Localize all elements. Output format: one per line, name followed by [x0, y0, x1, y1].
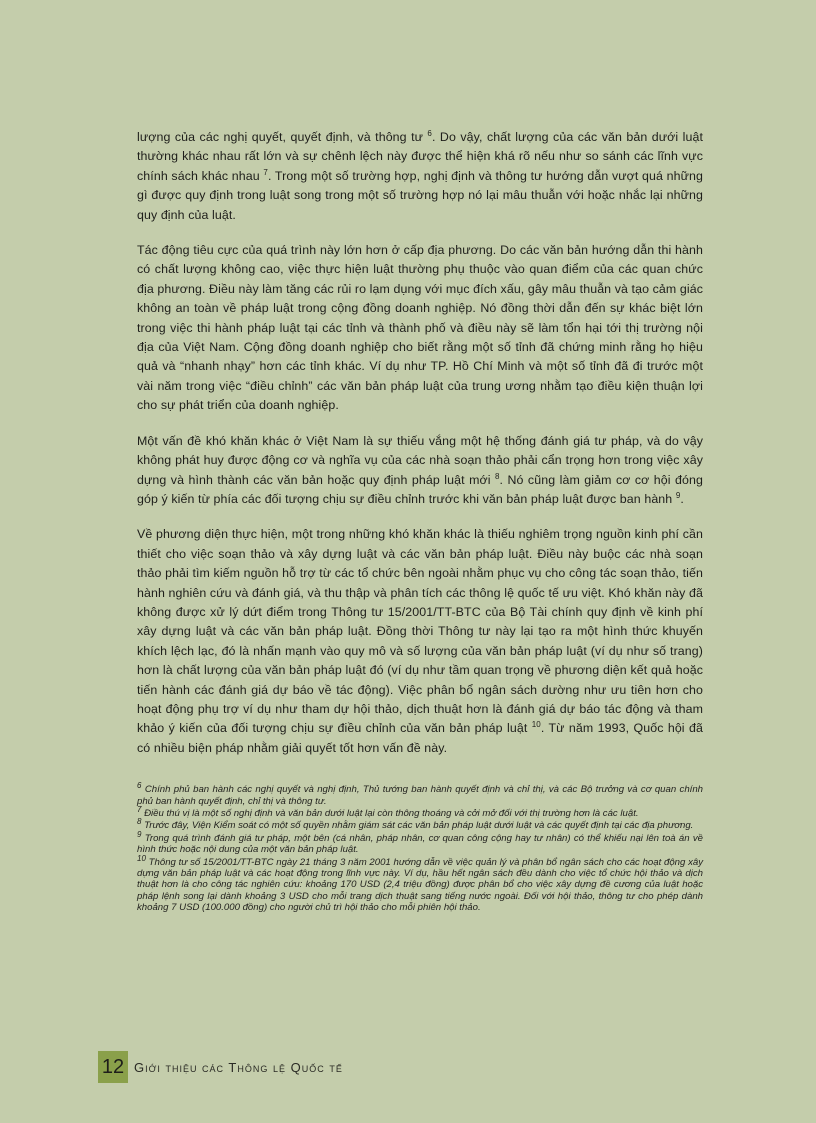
footnote-text: Điều thú vị là một số nghị định và văn bản dưới luật lại còn thông thoáng và cởi mở đối với thị trường hơn là các luật. — [144, 808, 639, 819]
running-footer-title: Giới thiệu các Thông lệ Quốc tế — [134, 1059, 343, 1075]
footnote-reference: 7 — [263, 167, 268, 177]
footnote-number: 7 — [137, 804, 142, 814]
text-run: lượng của các nghị quyết, quyết định, và thông tư — [137, 130, 428, 144]
footnote — [137, 817, 703, 832]
footnote-reference: 6 — [427, 128, 432, 138]
text-run: Tác động tiêu cực của quá trình này lớn hơn ở cấp địa phương. Do các văn bản hướng dẫn thi hành có chất lượng không cao, việc thực hiện luật thường phụ thuộc vào quan điểm của các quan chức địa phương. Điều này làm tăng các rủi ro lạm dụng với mục đích xấu, gây mâu thuẫn và tạo cảm giác không an toàn về pháp luật trong cộng đồng doanh nghiệp. Nó đồng thời dẫn đến sự khác biệt lớn trong việc thi hành pháp luật tại các tỉnh và thành phố và điều này sẽ làm tổn hại tới thị trường nội địa của Việt Nam. Cộng đồng doanh nghiệp cho biết rằng một số tỉnh đã chứng minh rằng họ hiệu quả và “nhanh nhạy” hơn các tỉnh khác. Ví dụ như TP. Hồ Chí Minh và một số tỉnh đã đi trước một vài năm trong việc “điều chỉnh” các văn bản pháp luật của trung ương nhằm tạo điều kiện thuận lợi cho sự phát triển của doanh nghiệp. — [137, 243, 703, 413]
text-run: . Nó cũng làm giảm cơ cơ hội đóng góp ý kiến từ phía các đối tượng chịu sự điều chỉnh trước khi văn bản pháp luật được ban hành — [137, 472, 703, 506]
footnote-reference: 9 — [675, 490, 681, 500]
text-run: . Từ năm 1993, Quốc hội đã có nhiều biện pháp nhằm giải quyết tốt hơn vấn đề này. — [137, 721, 703, 755]
footnote — [137, 853, 704, 914]
footnote-reference: 8 — [494, 471, 500, 481]
footnote-text: Trước đây, Viện Kiểm soát có một số quyền nhằm giám sát các văn bản pháp luật dưới luật và các quyết định tại các địa phương. — [144, 820, 694, 832]
page-number: 12 — [98, 1051, 128, 1083]
page-footer — [98, 1051, 343, 1083]
text-run: Về phương diện thực hiện, một trong những khó khăn khác là thiếu nghiêm trọng nguồn kinh phí cần thiết cho việc soạn thảo và xây dựng luật và các văn bản pháp luật. Điều này buộc các nhà soạn thảo phải tìm kiếm nguồn hỗ trợ từ các tổ chức bên ngoài nhằm phục vụ cho công tác soạn thảo, tiến hành nghiên cứu và đánh giá, và thu thập và phân tích các thông lệ quốc tế ưu việt. Khó khăn này đã không được xử lý dứt điểm trong Thông tư 15/2001/TT-BTC của Bộ Tài chính quy định về kinh phí xây dựng luật và các văn bản pháp luật. Đồng thời Thông tư này lại tạo ra một hình thức khuyến khích lệch lạc, đó là nhấn mạnh vào quy mô và số lượng của văn bản pháp luật (ví dụ như số trang) hơn là chất lượng của văn bản pháp luật đó (ví dụ như tầm quan trọng về phương diện kết quả hoặc tiến hành các đánh giá dự báo về tác động). Việc phân bổ ngân sách dường như ưu tiên hơn cho hoạt động phụ trợ ví dụ như tham dự hội thảo, dịch thuật hơn là đánh giá dự báo tác động và tham khảo ý kiến của đối tượng chịu sự điều chỉnh của văn bản pháp luật — [137, 527, 703, 736]
footnote-number: 10 — [137, 853, 146, 863]
body-paragraph — [137, 432, 703, 510]
body-text — [137, 128, 703, 758]
footnotes — [137, 781, 704, 914]
text-run: Một vấn đề khó khăn khác ở Việt Nam là sự thiếu vắng một hệ thống đánh giá tư pháp, và do vậy không phát huy được động cơ và nghĩa vụ của các nhà soạn thảo phải cẩn trọng hơn trong việc xây dựng và hình thành các văn bản hoặc quy định pháp luật mới — [137, 433, 703, 487]
footnote — [137, 804, 703, 819]
footnote-text: Thông tư số 15/2001/TT-BTC ngày 21 tháng 3 năm 2001 hướng dẫn về việc quản lý và phân bổ ngân sách cho các hoạt động xây dựng văn bản pháp luật và các hoạt động trong lĩnh vực này. Ví dụ, hầu hết ngân sách đều dành cho việc tổ chức hội thảo và dịch thuật hơn là cho công tác nghiên cứu: khoảng 170 USD (2,4 triệu đồng) được phân bổ cho việc xây dựng đề cương của luật hoặc pháp lệnh song lại dành khoảng 3 USD cho mỗi trang dịch thuật sang tiếng nước ngoài. Đối với hội thảo, thông tư cho phép dành khoảng 7 USD (100.000 đồng) cho người chủ trì hội thảo cho mỗi phiên hội thảo. — [137, 856, 704, 914]
body-paragraph — [137, 241, 703, 416]
text-run: . — [680, 491, 684, 506]
footnote-reference: 10 — [531, 720, 541, 730]
body-paragraph — [137, 525, 703, 758]
footnote-number: 6 — [137, 781, 142, 790]
page-body — [137, 128, 703, 915]
text-run: . Trong một số trường hợp, nghị định và thông tư hướng dẫn vượt quá những gì được quy định trong luật song trong một số trường hợp nó lại mâu thuẫn với hoặc nhắc lại những quy định của luật. — [137, 168, 704, 222]
body-paragraph — [137, 128, 703, 225]
footnote — [137, 829, 703, 856]
footnote-number: 8 — [137, 817, 142, 827]
text-run: . Do vậy, chất lượng của các văn bản dưới luật thường khác nhau rất lớn và sự chênh lệch này được thể hiện khá rõ nếu như so sánh các lĩnh vực chính sách khác nhau — [137, 130, 703, 183]
footnote-number: 9 — [137, 829, 142, 839]
footnote-text: Trong quá trình đánh giá tư pháp, một bên (cá nhân, pháp nhân, cơ quan công cộng hay tư nhân) có thể khiếu nại lên toà án về hình thức hoặc nội dung của một văn bản pháp luật. — [137, 832, 703, 856]
footnote-text: Chính phủ ban hành các nghị quyết và nghị định, Thủ tướng ban hành quyết định và chỉ thị, và các Bộ trưởng và cơ quan chính phủ ban hành quyết định, chỉ thị và thông tư. — [137, 784, 704, 807]
footnote — [137, 781, 704, 807]
